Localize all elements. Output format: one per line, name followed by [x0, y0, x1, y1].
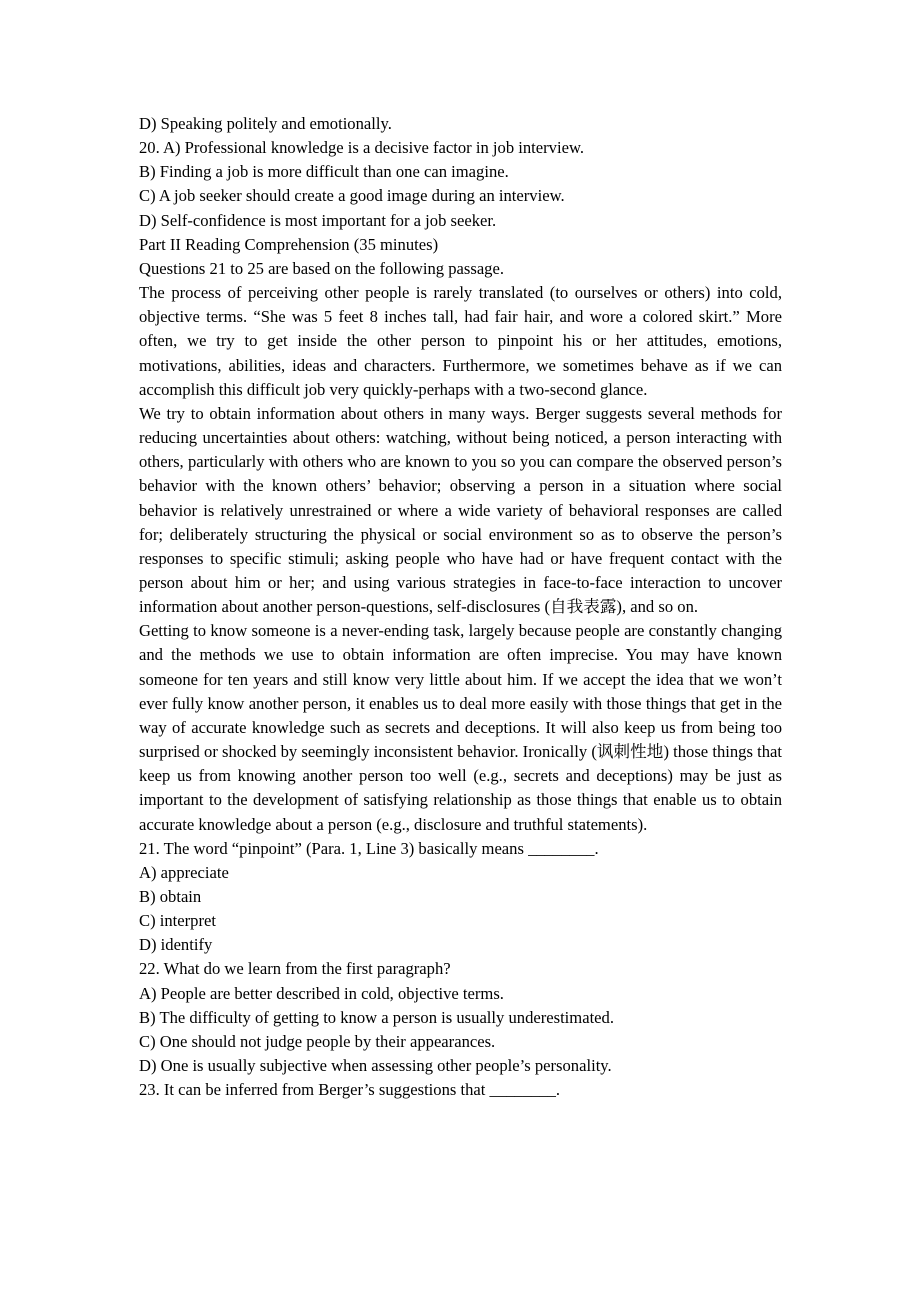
q22-option-b: B) The difficulty of getting to know a person is usually underestimated.: [139, 1007, 614, 1027]
passage-paragraph-2: We try to obtain information about others in many ways. Berger suggests several methods for reducing uncertainties about others: watching, without being noticed, a person interacting with others, particularly with others who are known to you so you can compare the observed person’s behavior with the known others’ behavior; observing a person in a situation where social behavior is relatively unrestrained or where a wide variety of behavioral responses are called for; deliberately structuring the physical or social environment so as to observe the person’s responses to specific stimuli; asking people who have had or have frequent contact with the person about him or her; and using various strategies in face-to-face interaction to uncover information about another person-questions, self-disclosures (自我表露), and so on.: [139, 403, 782, 617]
q21-option-a: A) appreciate: [139, 862, 229, 882]
q21-option-d: D) identify: [139, 935, 213, 955]
q20-option-a: 20. A) Professional knowledge is a decisive factor in job interview.: [139, 138, 585, 158]
q21-stem: 21. The word “pinpoint” (Para. 1, Line 3) basically means ________.: [139, 838, 599, 858]
q21-option-c: C) interpret: [139, 911, 216, 931]
passage-paragraph-3: Getting to know someone is a never-ending task, largely because people are constantly changing and the methods we use to obtain information are often imprecise. You may have known someone for ten years and still know very little about him. If we accept the idea that we won’t ever fully know another person, it enables us to deal more easily with those things that get in the way of accurate knowledge such as secrets and deceptions. It will also keep us from being too surprised or shocked by seemingly inconsistent behavior. Ironically (讽刺性地) those things that keep us from knowing another person too well (e.g., secrets and deceptions) may be just as important to the development of satisfying relationship as those things that enable us to obtain accurate knowledge about a person (e.g., disclosure and truthful statements).: [139, 621, 782, 834]
q20-option-d: D) Self-confidence is most important for a job seeker.: [139, 210, 497, 230]
passage-intro: Questions 21 to 25 are based on the following passage.: [139, 258, 504, 278]
q21-option-b: B) obtain: [139, 887, 202, 906]
q22-option-d: D) One is usually subjective when assessing other people’s personality.: [139, 1056, 612, 1076]
q22-stem: 22. What do we learn from the first paragraph?: [139, 959, 451, 979]
document-page: [139, 112, 782, 1102]
q22-option-c: C) One should not judge people by their appearances.: [139, 1031, 496, 1051]
q20-option-b: B) Finding a job is more difficult than one can imagine.: [139, 162, 509, 182]
q20-option-c: C) A job seeker should create a good image during an interview.: [139, 186, 565, 206]
passage-paragraph-1: The process of perceiving other people is rarely translated (to ourselves or others) into cold, objective terms. “She was 5 feet 8 inches tall, had fair hair, and wore a colored skirt.” More often, we try to get inside the other person to pinpoint his or her attitudes, emotions, motivations, abilities, ideas and characters. Furthermore, we sometimes behave as if we can accomplish this difficult job very quickly-perhaps with a two-second glance.: [139, 283, 782, 399]
q22-option-a: A) People are better described in cold, objective terms.: [139, 983, 504, 1003]
q19-option-d: D) Speaking politely and emotionally.: [139, 114, 392, 133]
q23-stem: 23. It can be inferred from Berger’s suggestions that ________.: [139, 1080, 561, 1100]
part-heading: Part II Reading Comprehension (35 minutes): [139, 234, 439, 254]
